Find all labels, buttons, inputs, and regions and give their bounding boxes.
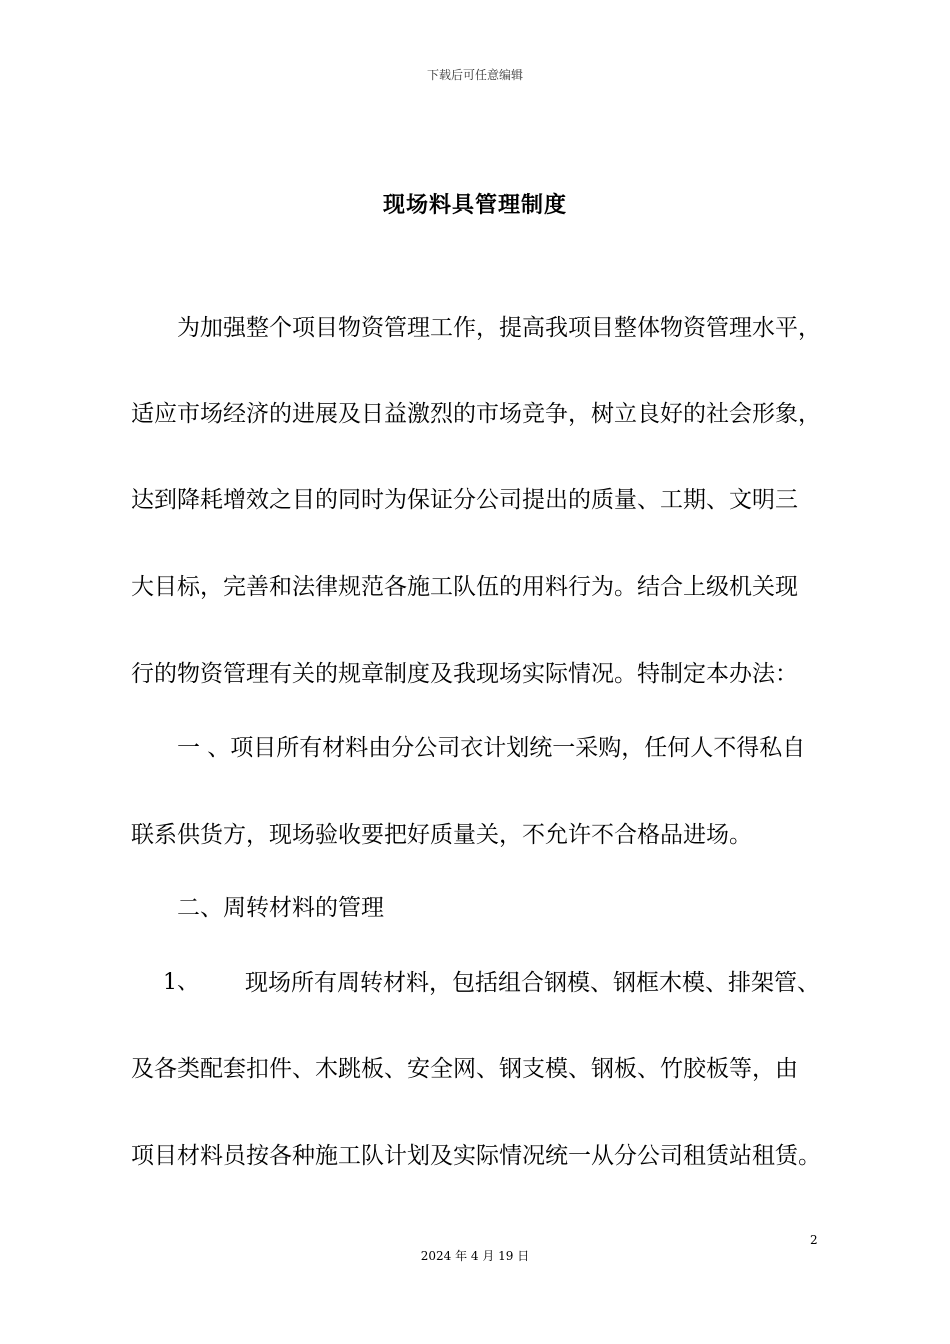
page-number: 2 <box>810 1233 818 1247</box>
paragraph-line: 适应市场经济的进展及日益激烈的市场竞争，树立良好的社会形象， <box>131 401 821 427</box>
paragraph-line: 达到降耗增效之目的同时为保证分公司提出的质量、工期、文明三 <box>131 487 798 513</box>
paragraph-line: 大目标，完善和法律规范各施工队伍的用料行为。结合上级机关现 <box>131 574 798 600</box>
paragraph-line: 一 、项目所有材料由分公司衣计划统一采购，任何人不得私自 <box>177 735 806 761</box>
paragraph-line: 联系供货方，现场验收要把好质量关，不允许不合格品进场。 <box>131 822 752 848</box>
section-heading: 二、周转材料的管理 <box>177 895 384 921</box>
footer-date: 2024 年 4 月 19 日 <box>420 1249 530 1263</box>
header-note: 下载后可任意编辑 <box>426 68 523 82</box>
paragraph-line: 现场所有周转材料，包括组合钢模、钢框木模、排架管、 <box>245 970 820 996</box>
list-item-number: 1、 <box>163 970 199 995</box>
paragraph-line: 行的物资管理有关的规章制度及我现场实际情况。特制定本办法： <box>131 661 798 687</box>
paragraph-line: 及各类配套扣件、木跳板、安全网、钢支模、钢板、竹胶板等，由 <box>131 1056 798 1082</box>
paragraph-line: 为加强整个项目物资管理工作，提高我项目整体物资管理水平， <box>177 315 821 341</box>
document-title: 现场料具管理制度 <box>382 193 567 218</box>
paragraph-line: 项目材料员按各种施工队计划及实际情况统一从分公司租赁站租赁。 <box>131 1143 821 1169</box>
